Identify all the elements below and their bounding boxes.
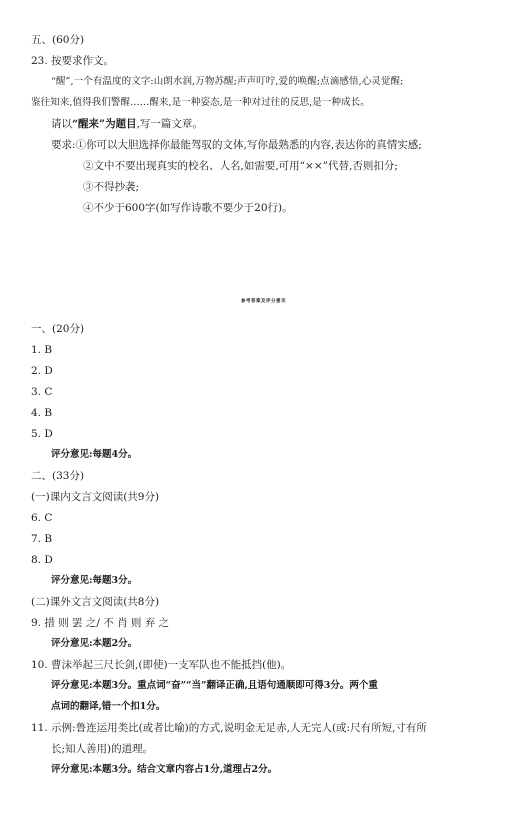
requirement-1 <box>51 138 422 152</box>
answer-3: 3. C <box>31 386 53 398</box>
scoring-note-5: 评分意见:本题3分。结合文章内容占1分,道理占2分。 <box>51 764 278 775</box>
requirement-4: ④不少于600字(如写作诗歌不要少于20行)。 <box>83 202 293 214</box>
instruction-line <box>51 117 203 131</box>
requirement-3: ③不得抄袭; <box>83 181 140 193</box>
answer-1: 1. B <box>31 344 53 356</box>
answer-11-line-1: 11. 示例:鲁连运用类比(或者比喻)的方式,说明金无足赤,人无完人(或:尺有所短,寸有所 <box>31 722 427 734</box>
prompt-line-1: “醒”,一个有温度的文字:山朗水润,万物苏醒;声声叮咛,爱的唤醒;点滴感悟,心灵觉醒; <box>51 76 404 87</box>
answer-5: 5. D <box>31 428 53 440</box>
answer-2: 2. D <box>31 365 53 377</box>
answer-7: 7. B <box>31 533 53 545</box>
answer-9: 9. 措 则 罢 之/ 不 肖 则 弃 之 <box>31 617 170 629</box>
requirement-label: 要求: <box>51 139 76 151</box>
instruction-pre: 请以 <box>51 118 72 130</box>
answer-8: 8. D <box>31 554 53 566</box>
answer-11-line-2: 长;知人善用)的道理。 <box>51 743 154 755</box>
answer-6: 6. C <box>31 512 53 524</box>
section-one-heading: 一、(20分) <box>31 323 85 335</box>
scoring-note-4-line-2: 点词的翻译,错一个扣1分。 <box>51 701 166 712</box>
subsection-in-class-reading: (一)课内文言文阅读(共9分) <box>31 491 160 503</box>
requirement-1-text: ①你可以大胆选择你最能驾驭的文体,写你最熟悉的内容,表达你的真情实感; <box>75 139 422 151</box>
scoring-note-1: 评分意见:每题4分。 <box>51 449 138 460</box>
question-23: 23. 按要求作文。 <box>31 55 115 67</box>
answer-10: 10. 曹沫举起三尺长剑,(即使)一支军队也不能抵挡(他)。 <box>31 659 292 671</box>
scoring-note-2: 评分意见:每题3分。 <box>51 575 138 586</box>
instruction-title-requirement: “醒来”为题目 <box>72 118 137 130</box>
prompt-line-2: 鉴往知来,值得我们警醒……醒来,是一种姿态,是一种对过往的反思,是一种成长。 <box>31 97 370 108</box>
requirement-2: ②文中不要出现真实的校名、人名,如需要,可用“××”代替,否则扣分; <box>83 160 398 172</box>
answers-title: 参考答案及评分意见 <box>241 299 286 304</box>
scoring-note-3: 评分意见:本题2分。 <box>51 638 138 649</box>
subsection-extracurricular-reading: (二)课外文言文阅读(共8分) <box>31 596 160 608</box>
instruction-post: ,写一篇文章。 <box>136 118 203 130</box>
section-two-heading: 二、(33分) <box>31 470 85 482</box>
section-heading-five: 五、(60分) <box>31 34 85 46</box>
scoring-note-4-line-1: 评分意见:本题3分。重点词“奋”“当”翻译正确,且语句通顺即可得3分。两个重 <box>51 680 378 691</box>
answer-4: 4. B <box>31 407 53 419</box>
